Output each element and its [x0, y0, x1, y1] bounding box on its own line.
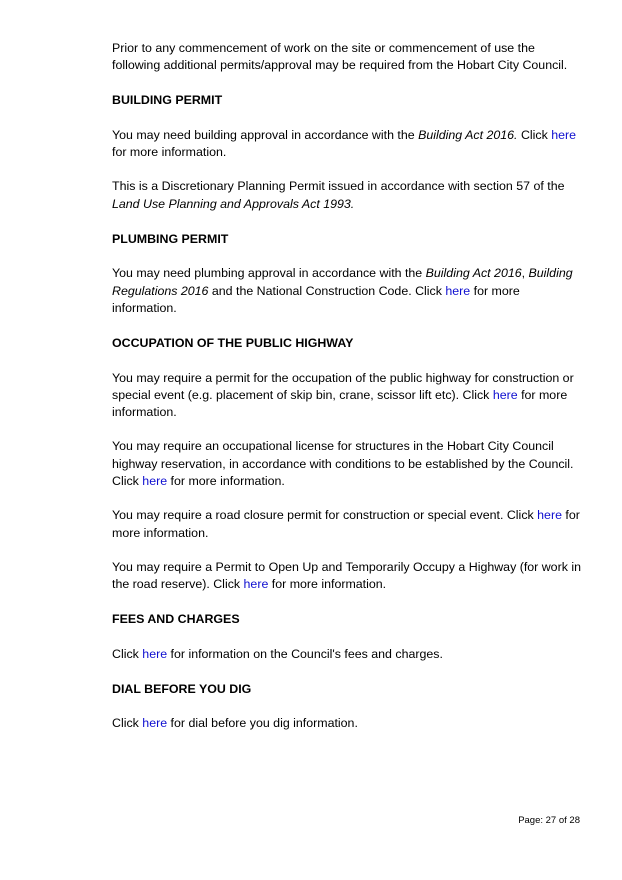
building-approval-paragraph: You may need building approval in accordance with the Building Act 2016. Click here for more information.	[112, 127, 577, 160]
building-act-citation: Building Act 2016	[425, 266, 522, 281]
fees-charges-paragraph: Click here for information on the Council's fees and charges.	[112, 646, 443, 661]
building-regulations-citation: Building Regulations 2016	[112, 266, 573, 298]
dial-before-you-dig-heading: DIAL BEFORE YOU DIG	[112, 681, 252, 696]
highway-occupation-link[interactable]: here	[492, 387, 518, 402]
dial-before-you-dig-link[interactable]: here	[142, 716, 168, 731]
land-use-act-citation: Land Use Planning and Approvals Act 1993.	[112, 196, 355, 211]
plumbing-approval-paragraph: You may need plumbing approval in accordance with the Building Act 2016, Building Regulations 2016 and the National Construction Code. Click here for more information.	[112, 266, 573, 315]
open-up-highway-paragraph: You may require a Permit to Open Up and Temporarily Occupy a Highway (for work in the road reserve). Click here for more information.	[112, 559, 581, 592]
dial-before-you-dig-paragraph: Click here for dial before you dig information.	[112, 716, 358, 731]
road-closure-link[interactable]: here	[537, 508, 562, 523]
occupational-license-link[interactable]: here	[142, 474, 168, 489]
occupational-license-paragraph: You may require an occupational license for structures in the Hobart City Council highway reservation, in accordance with conditions to be established by the Council. Click here for more information.	[112, 439, 574, 489]
building-permit-heading: BUILDING PERMIT	[112, 93, 223, 108]
highway-occupation-paragraph: You may require a permit for the occupation of the public highway for construction or special event (e.g. placement of skip bin, crane, scissor lift etc). Click here for more information.	[112, 370, 574, 420]
public-highway-heading: OCCUPATION OF THE PUBLIC HIGHWAY	[112, 335, 354, 350]
page-number: Page: 27 of 28	[518, 815, 580, 826]
document-body	[112, 40, 582, 733]
intro-paragraph: Prior to any commencement of work on the site or commencement of use the following additional permits/approval may be required from the Hobart City Council.	[112, 41, 568, 73]
fees-charges-heading: FEES AND CHARGES	[112, 612, 240, 627]
plumbing-permit-heading: PLUMBING PERMIT	[112, 231, 229, 246]
plumbing-approval-link[interactable]: here	[445, 283, 471, 298]
open-up-highway-link[interactable]: here	[243, 577, 269, 592]
road-closure-paragraph: You may require a road closure permit for construction or special event. Click here for more information.	[112, 508, 580, 540]
building-act-citation: Building Act 2016.	[418, 127, 518, 142]
discretionary-permit-paragraph: This is a Discretionary Planning Permit issued in accordance with section 57 of the Land Use Planning and Approvals Act 1993.	[112, 179, 565, 211]
fees-charges-link[interactable]: here	[142, 646, 168, 661]
building-approval-link[interactable]: here	[551, 127, 577, 142]
